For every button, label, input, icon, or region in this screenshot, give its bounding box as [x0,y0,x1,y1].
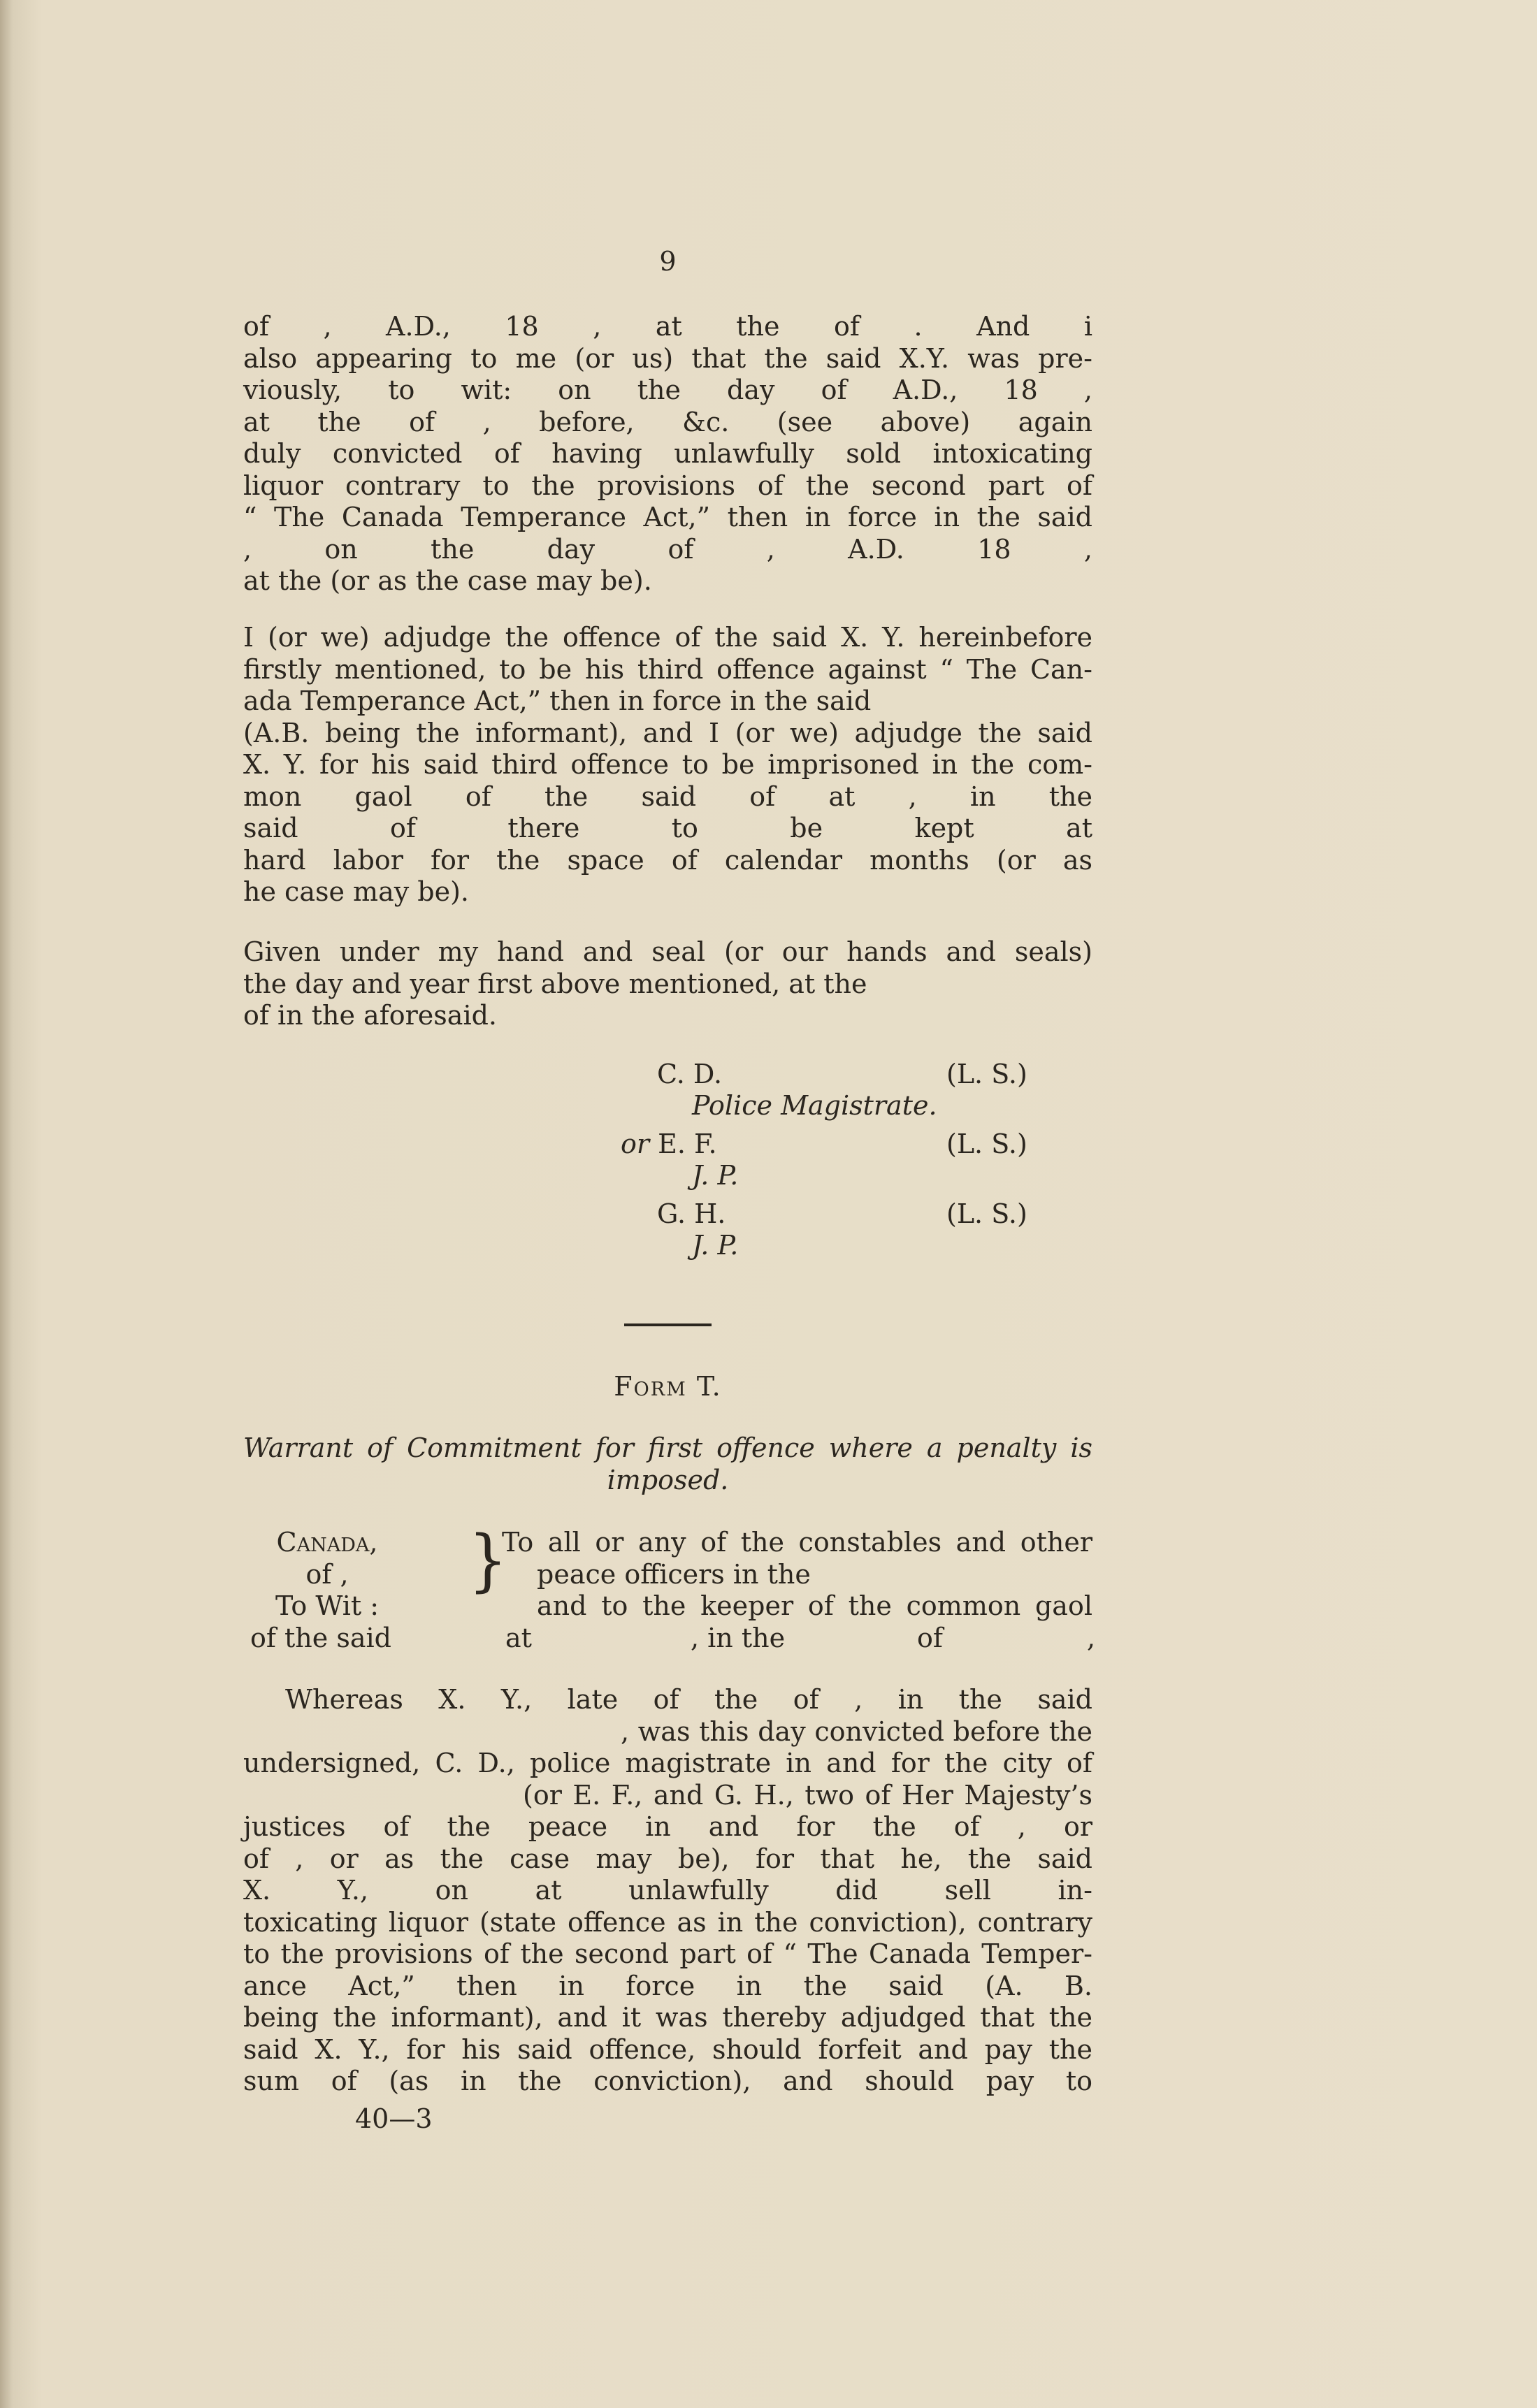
text-line: imposed. [607,1464,729,1495]
text-line: mon gaol of the said of at , in the [243,781,1092,812]
text-line: at the (or as the case may be). [243,565,652,596]
text-line: undersigned, C. D., police magistrate in and for the city of [243,1748,1092,1778]
form-heading: Form T. [614,1371,722,1402]
text-line: ada Temperance Act,” then in force in the said [243,686,872,716]
paragraph-given-under-hand [243,936,1092,1032]
seal-mark: (L. S.) [946,1059,1027,1089]
signatory-title: Police Magistrate. [692,1090,937,1121]
text-line: at the of , before, &c. (see above) again [243,406,1092,437]
text-fragment: of the said [250,1623,391,1653]
text-fragment: , [1087,1623,1096,1653]
text-line: toxicating liquor (state offence as in the conviction), contrary [243,1906,1092,1938]
paragraph-adjudication [243,622,1092,908]
signatory-title: J. P. [692,1160,739,1191]
text-line: Whereas X. Y., late of the of , in the said [285,1684,1092,1715]
seal-mark: (L. S.) [946,1198,1027,1229]
venue-line: Canada, [276,1527,378,1558]
text-line: said of there to be kept at [243,813,1092,843]
text-line: hard labor for the space of calendar months (or as [243,844,1092,876]
signatory-name: C. D. [657,1059,723,1089]
signature-block [243,1059,1092,1261]
signature-mark: 40—3 [355,2103,433,2134]
signatory-name [621,1129,717,1161]
or-prefix: or [621,1129,650,1159]
text-line: , on the day of , A.D. 18 , [243,533,1092,565]
text-line: , was this day convicted before the [621,1716,1092,1747]
text-line: (A.B. being the informant), and I (or we) adjudge the said [243,717,1092,748]
paragraph-previous-conviction [243,311,1092,597]
text-line: liquor contrary to the provisions of the second part of [243,470,1092,501]
text-line: ance Act,” then in force in the said (A. B. [243,1970,1092,2001]
text-line: Given under my hand and seal (or our hands and seals) [243,936,1092,967]
text-fragment: of [917,1623,943,1653]
text-line: I (or we) adjudge the offence of the said X. Y. hereinbefore [243,622,1092,653]
venue-line: To Wit : [275,1590,380,1621]
signatory-title: J. P. [692,1230,739,1261]
text-line: viously, to wit: on the day of A.D., 18 , [243,375,1092,405]
text-line: firstly mentioned, to be his third offence against “ The Can- [243,653,1092,685]
page-number: 9 [659,246,677,277]
text-line: Warrant of Commitment for first offence where a penalty is [243,1433,1092,1463]
text-line: peace officers in the [537,1558,811,1590]
text-line: (or E. F., and G. H., two of Her Majesty’s [523,1779,1092,1811]
text-line: said X. Y., for his said offence, should forfeit and pay the [243,2033,1092,2065]
form-subtitle [243,1433,1092,1496]
text-line: to the provisions of the second part of “ The Canada Temper- [243,1938,1092,1969]
caption-venue [243,1527,411,1623]
text-line: he case may be). [243,876,469,907]
name-text: E. F. [658,1129,717,1159]
text-line: being the informant), and it was thereby adjudged that the [243,2002,1092,2033]
section-divider [624,1323,712,1326]
text-line: To all or any of the constables and other [502,1527,1092,1558]
signatory-name: G. H. [657,1198,726,1229]
text-fragment: at [505,1623,532,1653]
venue-line: of , [305,1558,349,1590]
text-line: and to the keeper of the common gaol [537,1590,1092,1621]
text-line: sum of (as in the conviction), and should pay to [243,2066,1092,2096]
text-line: “ The Canada Temperance Act,” then in force in the said [243,502,1092,532]
text-line: justices of the peace in and for the of , or [243,1811,1092,1842]
brace-mark: } [468,1520,507,1600]
text-fragment: , in the [691,1623,786,1653]
paragraph-whereas [243,1684,1092,2098]
text-line: of , A.D., 18 , at the of . And i [243,311,1092,342]
text-line: also appearing to me (or us) that the said X.Y. was pre- [243,342,1092,374]
text-line: the day and year first above mentioned, at the [243,968,867,999]
caption-address [502,1527,1092,1623]
text-line: X. Y. for his said third offence to be imprisoned in the com- [243,749,1092,780]
text-line: of in the aforesaid. [243,1000,498,1031]
seal-mark: (L. S.) [946,1129,1027,1159]
text-line: of , or as the case may be), for that he, the said [243,1843,1092,1874]
text-line: duly convicted of having unlawfully sold intoxicating [243,438,1092,469]
text-line: X. Y., on at unlawfully did sell in- [243,1875,1092,1906]
